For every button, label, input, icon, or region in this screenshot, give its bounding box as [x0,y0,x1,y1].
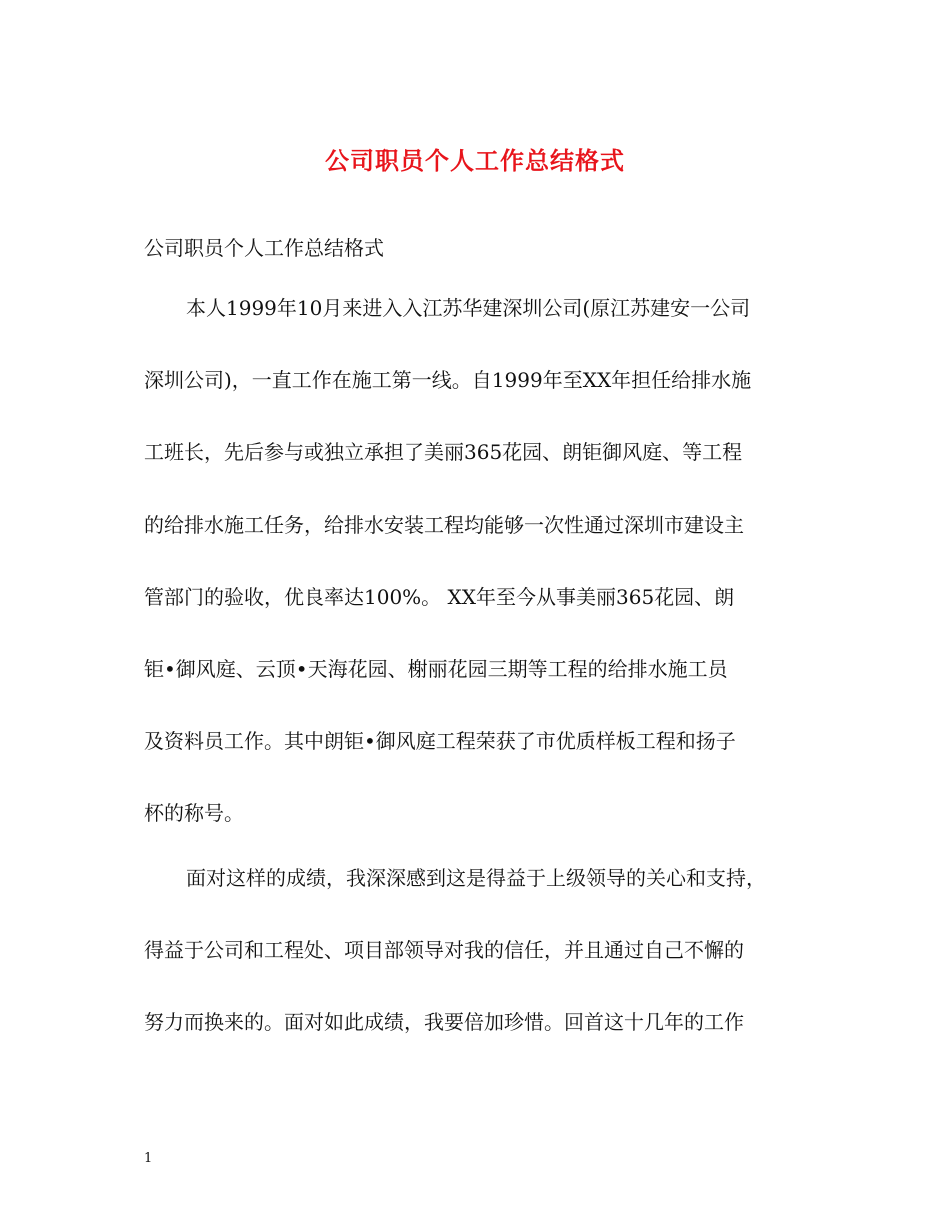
paragraph-1-line-7: 及资料员工作。其中朗钜•御风庭工程荣获了市优质样板工程和扬子 [144,729,736,753]
document-title: 公司职员个人工作总结格式 [325,146,625,175]
paragraph-1-line-3: 工班长，先后参与或独立承担了美丽365花园、朗钜御风庭、等工程 [144,440,743,464]
paragraph-2-line-1: 面对这样的成绩，我深深感到这是得益于上级领导的关心和支持， [186,866,766,890]
document-subtitle: 公司职员个人工作总结格式 [144,236,384,260]
paragraph-1-line-1: 本人1999年10月来进入入江苏华建深圳公司(原江苏建安一公司 [186,296,751,320]
paragraph-1-line-2: 深圳公司)，一直工作在施工第一线。自1999年至XX年担任给排水施 [144,368,752,392]
paragraph-1-line-4: 的给排水施工任务，给排水安装工程均能够一次性通过深圳市建设主 [144,513,744,537]
paragraph-1-line-5: 管部门的验收，优良率达100%。 XX年至今从事美丽365花园、朗 [144,585,735,609]
paragraph-2-line-3: 努力而换来的。面对如此成绩，我要倍加珍惜。回首这十几年的工作 [144,1010,744,1034]
paragraph-1-line-8: 杯的称号。 [144,801,244,825]
paragraph-1-line-6: 钜•御风庭、云顶•天海花园、榭丽花园三期等工程的给排水施工员 [144,657,728,681]
page-number: 1 [144,1151,153,1166]
paragraph-2-line-2: 得益于公司和工程处、项目部领导对我的信任，并且通过自己不懈的 [144,938,744,962]
